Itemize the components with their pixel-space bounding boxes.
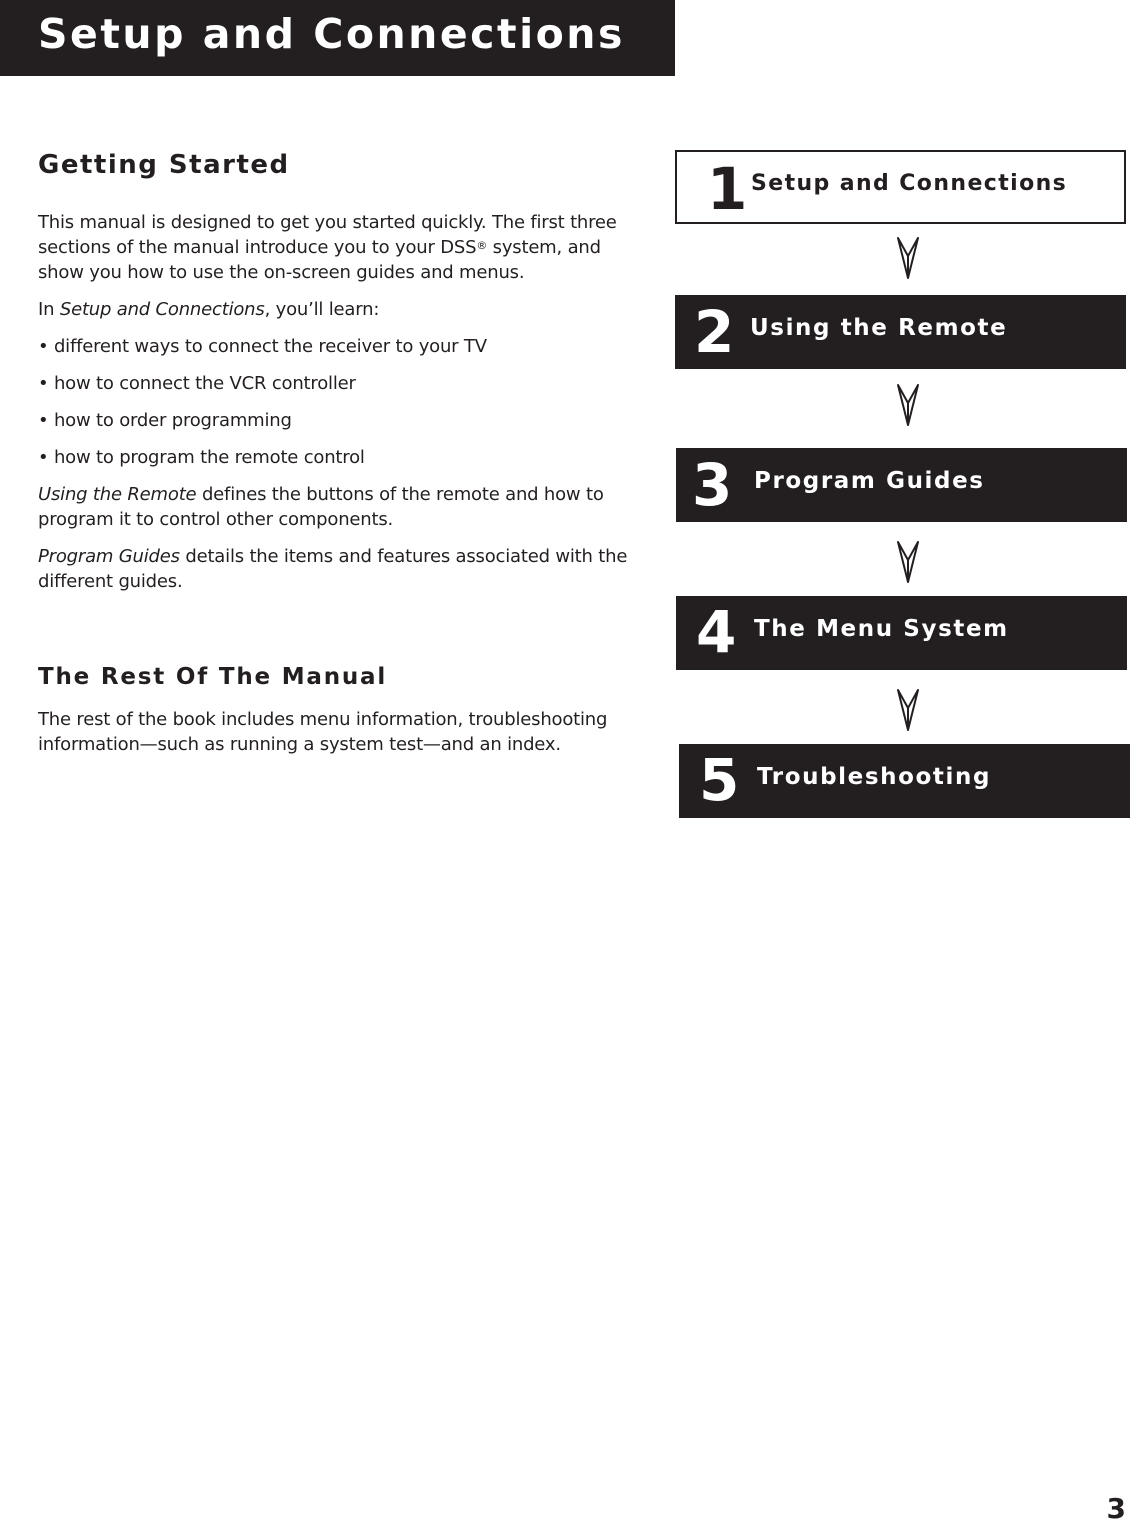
remote-paragraph: Using the Remote defines the buttons of the remote and how to program it to control other components. bbox=[38, 484, 604, 530]
rest-of-manual-heading: The Rest Of The Manual bbox=[38, 664, 388, 690]
intro-paragraph: This manual is designed to get you started quickly. The first three sections of the manual introduce you to your DSS® system, and show you how to use the on-screen guides and menus. bbox=[38, 212, 617, 283]
guides-paragraph: Program Guides details the items and features associated with the different guides. bbox=[38, 546, 628, 592]
page-title: Setup and Connections bbox=[38, 10, 625, 58]
learn-paragraph: In Setup and Connections, you’ll learn: bbox=[38, 299, 380, 320]
section-number: 5 bbox=[699, 746, 740, 814]
section-number: 4 bbox=[696, 598, 737, 666]
header-bar bbox=[0, 0, 675, 76]
section-label: Troubleshooting bbox=[757, 764, 992, 790]
section-box-1 bbox=[675, 150, 1126, 224]
section-box-3 bbox=[676, 448, 1127, 522]
rest-paragraph: The rest of the book includes menu information, troubleshooting information—such as running a system test—and an index. bbox=[38, 709, 608, 755]
page-number: 3 bbox=[1106, 1492, 1126, 1523]
section-label: Using the Remote bbox=[750, 315, 1008, 341]
getting-started-body bbox=[38, 210, 648, 606]
rest-of-manual-body bbox=[38, 707, 648, 769]
getting-started-heading: Getting Started bbox=[38, 150, 290, 180]
section-box-2 bbox=[675, 295, 1126, 369]
section-number: 1 bbox=[707, 155, 748, 223]
list-item: • how to program the remote control bbox=[38, 447, 365, 468]
section-box-4 bbox=[676, 596, 1127, 670]
list-item: • how to connect the VCR controller bbox=[38, 373, 356, 394]
section-number: 2 bbox=[694, 298, 735, 366]
down-arrow-icon bbox=[896, 236, 920, 280]
registered-mark: ® bbox=[476, 239, 488, 252]
down-arrow-icon bbox=[896, 383, 920, 427]
section-label: The Menu System bbox=[754, 616, 1009, 642]
section-number: 3 bbox=[692, 451, 733, 519]
section-box-5 bbox=[679, 744, 1130, 818]
down-arrow-icon bbox=[896, 688, 920, 732]
section-label: Setup and Connections bbox=[751, 171, 1068, 196]
list-item: • how to order programming bbox=[38, 410, 292, 431]
section-label: Program Guides bbox=[754, 468, 985, 494]
list-item: • different ways to connect the receiver to your TV bbox=[38, 336, 487, 357]
down-arrow-icon bbox=[896, 540, 920, 584]
